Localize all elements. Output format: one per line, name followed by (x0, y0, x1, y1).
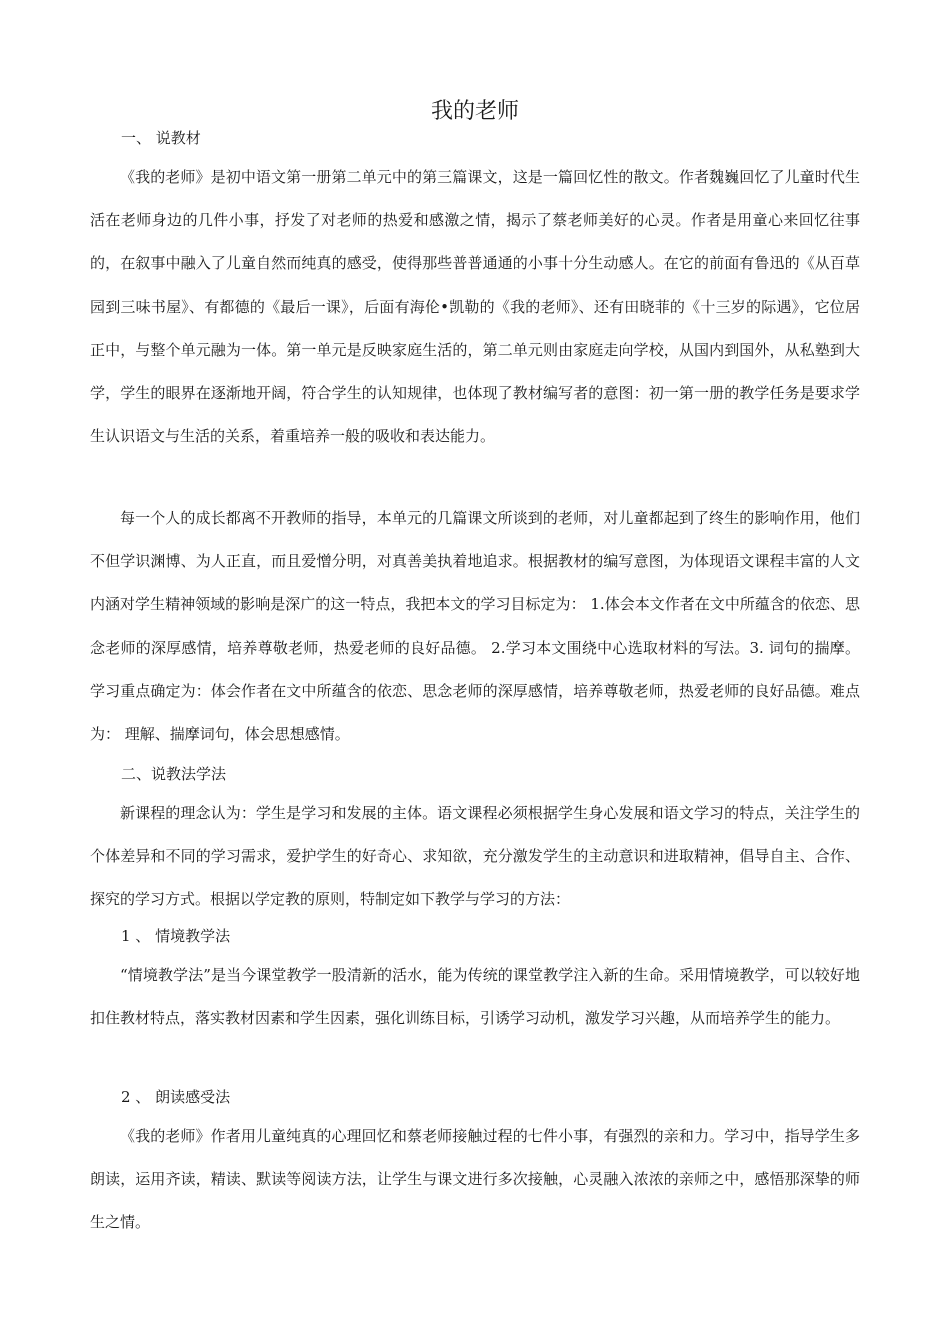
section-heading-methods: 二、说教法学法 (121, 765, 227, 783)
paragraph-situational-teaching: “情境教学法”是当今课堂教学一股清新的活水，能为传统的课堂教学注入新的生命。采用情境教学，可以较好地扣住教材特点，落实教材因素和学生因素，强化训练目标，引诱学习动机，激发学习兴趣，从而培养学生的能力。 (90, 966, 860, 1028)
paragraph-textbook-overview: 《我的老师》是初中语文第一册第二单元中的第三篇课文，这是一篇回忆性的散文。作者魏巍回忆了儿童时代生活在老师身边的几件小事，抒发了对老师的热爱和感激之情，揭示了蔡老师美好的心灵。作者是用童心来回忆往事的，在叙事中融入了儿童自然而纯真的感受，使得那些普普通通的小事十分生动感人。在它的前面有鲁迅的《从百草园到三味书屋》、有都德的《最后一课》，后面有海伦•凯勒的《我的老师》、还有田晓菲的《十三岁的际遇》，它位居正中，与整个单元融为一体。第一单元是反映家庭生活的，第二单元则由家庭走向学校，从国内到国外，从私塾到大学，学生的眼界在逐渐地开阔，符合学生的认知规律，也体现了教材编写者的意图：初一第一册的教学任务是要求学生认识语文与生活的关系，着重培养一般的吸收和表达能力。 (90, 168, 860, 446)
method-heading-reading-aloud: 2 、 朗读感受法 (121, 1088, 231, 1106)
section-heading-textbook: 一、 说教材 (121, 129, 201, 147)
document-title: 我的老师 (430, 99, 519, 124)
paragraph-methods-intro: 新课程的理念认为：学生是学习和发展的主体。语文课程必须根据学生身心发展和语文学习的特点，关注学生的个体差异和不同的学习需求，爱护学生的好奇心、求知欲，充分激发学生的主动意识和进取精神，倡导自主、合作、探究的学习方式。根据以学定教的原则，特制定如下教学与学习的方法： (90, 804, 860, 909)
paragraph-learning-goals: 每一个人的成长都离不开教师的指导，本单元的几篇课文所谈到的老师，对儿童都起到了终生的影响作用，他们不但学识渊博、为人正直，而且爱憎分明，对真善美执着地追求。根据教材的编写意图，为体现语文课程丰富的人文内涵对学生精神领域的影响是深广的这一特点，我把本文的学习目标定为： 1.体会本文作者在文中所蕴含的依恋、思念老师的深厚感情，培养尊敬老师，热爱老师的良好品德。 2.学习本文围绕中心选取材料的写法。3. 词句的揣摩。学习重点确定为：体会作者在文中所蕴含的依恋、思念老师的深厚感情，培养尊敬老师，热爱老师的良好品德。难点为： 理解、揣摩词句，体会思想感情。 (90, 509, 860, 744)
paragraph-reading-aloud: 《我的老师》作者用儿童纯真的心理回忆和蔡老师接触过程的七件小事，有强烈的亲和力。学习中，指导学生多朗读，运用齐读，精读、默读等阅读方法，让学生与课文进行多次接触，心灵融入浓浓的亲师之中，感悟那深挚的师生之情。 (90, 1127, 860, 1232)
method-heading-situational: 1 、 情境教学法 (121, 927, 231, 945)
